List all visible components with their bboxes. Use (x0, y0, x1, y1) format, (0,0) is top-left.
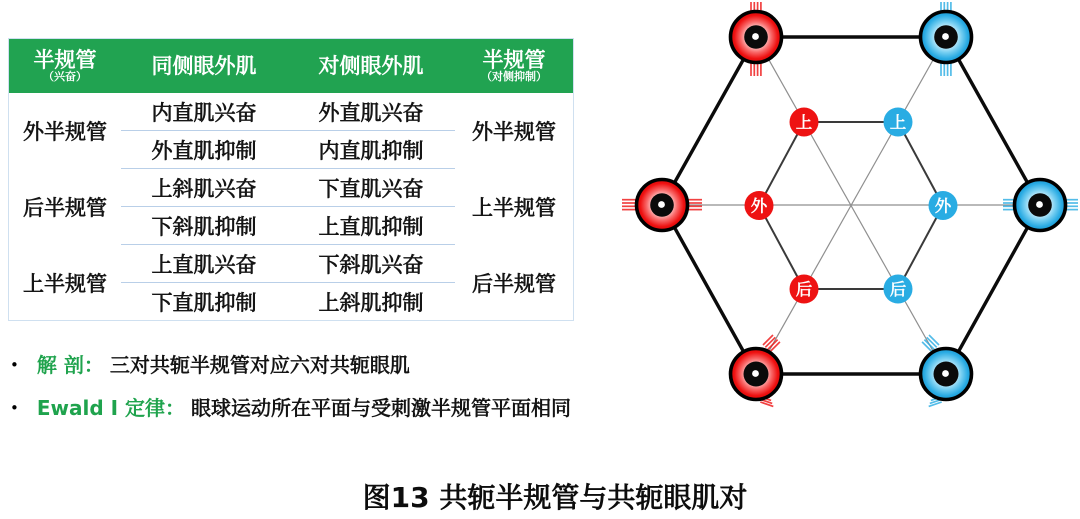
hexagon-eye-diagram (612, 0, 1080, 440)
node-blue-posterior (884, 275, 913, 304)
header-sub: （兴奋） (43, 70, 87, 84)
bullet-term: 解 剖： (36, 353, 104, 377)
muscle-cell: 外直肌抑制 (151, 138, 257, 163)
pupil-highlight (942, 33, 949, 40)
pupil-highlight (658, 201, 665, 208)
bullet-marker: • (10, 356, 19, 374)
muscle-cell: 内直肌兴奋 (151, 100, 257, 125)
muscle-cell: 上斜肌抑制 (318, 290, 424, 315)
node-red-lateral (745, 191, 774, 220)
muscle-cell: 外直肌兴奋 (318, 100, 424, 125)
node-label: 后 (795, 280, 813, 299)
table-group-posterior (9, 169, 573, 245)
eye-left (637, 180, 688, 231)
canal-label-right: 上半规管 (472, 196, 556, 220)
table-row (121, 93, 455, 131)
muscle-cell: 上直肌抑制 (318, 214, 424, 239)
canal-label-left: 后半规管 (23, 196, 107, 220)
pupil-highlight (1036, 201, 1043, 208)
pupil-highlight (942, 370, 949, 377)
node-red-superior (790, 108, 819, 137)
muscle-cell: 下直肌抑制 (151, 290, 257, 315)
muscle-cell: 内直肌抑制 (318, 138, 424, 163)
bullet-term: Ewald I 定律： (36, 396, 186, 420)
node-label: 上 (795, 113, 813, 132)
node-label: 外 (750, 196, 768, 216)
eye-right (1015, 180, 1066, 231)
muscle-cell: 下斜肌兴奋 (318, 252, 424, 277)
muscle-cell: 下斜肌抑制 (151, 214, 257, 239)
eye-bottom-left (731, 349, 782, 400)
eye-top-right (921, 12, 972, 63)
table-body (9, 93, 573, 320)
table-group-lateral (9, 93, 573, 169)
muscle-cell: 上斜肌兴奋 (151, 176, 257, 201)
table-row (121, 207, 455, 244)
canal-label-left: 上半规管 (23, 271, 107, 296)
canal-muscle-table (8, 38, 574, 321)
header-main: 半规管 (33, 47, 97, 72)
muscle-cell: 下直肌兴奋 (318, 176, 424, 201)
header-main: 半规管 (482, 47, 546, 72)
bullet-ewald-law (10, 396, 571, 420)
muscle-cell: 上直肌兴奋 (151, 252, 257, 277)
header-canal-excited (9, 39, 121, 93)
header-contralateral-muscle (287, 39, 455, 93)
node-label: 上 (889, 113, 907, 132)
node-blue-superior (884, 108, 913, 137)
header-main: 对侧眼外肌 (318, 53, 424, 78)
header-sub: （对侧抑制） (481, 70, 547, 84)
table-row (121, 131, 455, 168)
bullet-text: 三对共轭半规管对应六对共轭眼肌 (109, 353, 410, 377)
eye-bottom-right (921, 349, 972, 400)
canal-label-right: 外半规管 (472, 120, 556, 144)
bullet-anatomy (10, 353, 410, 377)
header-canal-inhibited (455, 39, 573, 93)
pupil-highlight (752, 370, 759, 377)
node-red-posterior (790, 275, 819, 304)
table-header-row (9, 39, 573, 93)
bullet-text: 眼球运动所在平面与受刺激半规管平面相同 (191, 396, 572, 420)
pupil-highlight (752, 33, 759, 40)
node-label: 外 (934, 196, 952, 216)
table-row (121, 245, 455, 283)
bullet-marker: • (10, 399, 19, 417)
node-blue-lateral (929, 191, 958, 220)
canal-label-right: 后半规管 (472, 271, 556, 296)
header-ipsilateral-muscle (121, 39, 287, 93)
table-row (121, 169, 455, 207)
header-main: 同侧眼外肌 (151, 53, 257, 78)
canal-label-left: 外半规管 (23, 120, 107, 144)
figure-caption: 图13 共轭半规管与共轭眼肌对 (362, 481, 748, 514)
eye-top-left (731, 12, 782, 63)
canal-axis-lines (662, 37, 1040, 374)
node-label: 后 (889, 280, 907, 299)
table-group-superior (9, 245, 573, 320)
table-row (121, 283, 455, 320)
